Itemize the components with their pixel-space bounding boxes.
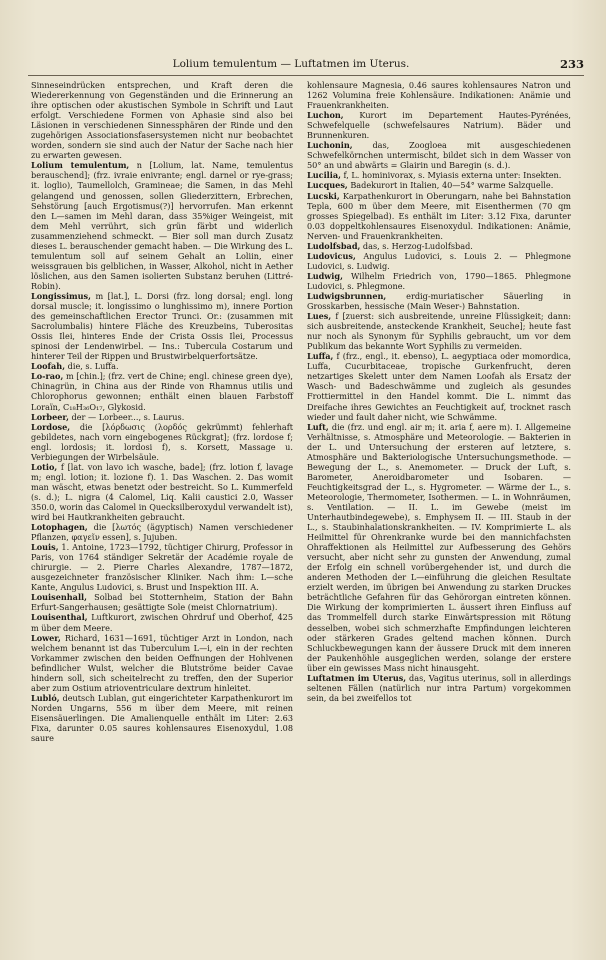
entry-text: Sinneseindrücken entsprechen, und Kraft deren die Wiedererkennung von Gegenständen und die Erinnerung an ihre optischen oder akustischen Symbole in Schrift und Laut erfolgt. Verschiedene Formen von Aphasie sind also bei Läsionen in verschiedenen Sinnessphären der Rinde und den zugehörigen Associationsfasersystemen nicht nur beobachtet worden, sondern sie sind auch der Natur der Sache nach hier zu erwarten gewesen. bbox=[31, 80, 293, 161]
entry-headword: Luffa, bbox=[307, 351, 334, 362]
dictionary-entry bbox=[31, 522, 293, 542]
entry-text: Wilhelm Friedrich von, 1790—1865. Phlegmone Ludovici, s. Phlegmone. bbox=[307, 270, 571, 291]
entry-text: m [lat.], L. Dorsi (frz. long dorsal; engl. long dorsal muscle; it. longissimo o lunghissimo m), innere Portion des gemeinschaftlichen Erector Trunci. Or.: (zusammen mit Sacrolumbalis) hintere Fläche des Kreuzbeins, Tuberositas Ossis Ilei, hinteres Ende der Crista Ossis Ilei, Processus spinosi der Lendenwirbel. — Ins.: Tubercula Costarum und hinterer Teil der Rippen und Brustwirbelquerfortsätze. bbox=[31, 290, 293, 362]
dictionary-entry bbox=[31, 592, 293, 612]
dictionary-entry bbox=[31, 542, 293, 592]
entry-text: Karpathenkurort in Oberungarn, nahe bei Bahnstation Tepla, 600 m über dem Meere, mit Eisenthermen (70 qm grosses Spiegelbad). Es enthält im Liter: 3.12 Fixa, darunter 0.03 doppeltkohlensaures Eisenoxydul. Indikationen: Anämie, Nerven- und Frauenkrankheiten. bbox=[307, 190, 571, 241]
entry-text: f [lat. von lavo ich wasche, bade]; (frz. lotion f, lavage m; engl. lotion; it. lozione f). 1. Das Waschen. 2. Das womit man wäscht, etwas benetzt oder bestreicht. So L. Kummerfeld (s. d.); L. nigra (4 Calomel, Liq. Kalii caustici 2.0, Wasser 350.0, worin das Calomel in Quecksilberoxydul verwandelt ist), wird bei Hautkrankheiten gebraucht. bbox=[31, 461, 293, 523]
entry-text: Luftkurort, zwischen Ohrdruf und Oberhof, 425 m über dem Meere. bbox=[31, 612, 293, 633]
entry-headword: Lordose, bbox=[31, 421, 71, 432]
left-column bbox=[31, 80, 293, 743]
entry-headword: Luft, bbox=[307, 421, 329, 432]
dictionary-entry bbox=[307, 271, 571, 291]
entry-text: Kurort im Departement Hautes-Pyrénées, Schwefelquelle (schwefelsaures Natrium). Bäder und Brunnenkuren. bbox=[307, 110, 571, 141]
entry-headword: Luchon, bbox=[307, 110, 344, 121]
dictionary-entry bbox=[307, 291, 571, 311]
entry-text: die [λόρδωσις (λορδός gekrümmt) fehlerhaft gebildetes, nach vorn eingebogenes Rückgrat]; (frz. lordose f; engl. lordosis; it. lordosi f), s. Korsett, Massage u. Verbiegungen der Wirbelsäule. bbox=[31, 421, 293, 462]
page-number: 233 bbox=[559, 57, 584, 71]
entry-text: 1. Antoine, 1723—1792, tüchtiger Chirurg, Professor in Paris, von 1764 ständiger Sekretär der Académie royale de chirurgie. — 2. Pierre Charles Alexandre, 1787—1872, ausgezeichneter französischer Kliniker. Nach ihm: L—sche Kante, Angulus Ludovici, s. Brust und Inspektion III. A. bbox=[31, 542, 293, 593]
dictionary-entry bbox=[31, 371, 293, 411]
entry-text: erdig-muriatischer Säuerling in Grosskarben, hessische (Main Weser-) Bahnstation. bbox=[307, 290, 571, 312]
entry-headword: Longissimus, bbox=[31, 290, 91, 301]
dictionary-entry bbox=[31, 633, 293, 693]
entry-headword: Loofah, bbox=[31, 361, 66, 372]
entry-text: kohlensaure Magnesia, 0.46 saures kohlensaures Natron und 1262 Volumina freie Kohlensäure. Indikationen: Anämie und Frauenkrankheiten. bbox=[307, 80, 571, 111]
entry-text: Richard, 1631—1691, tüchtiger Arzt in London, nach welchem benannt ist das Tuberculum L—i, ein in der rechten Vorkammer zwischen den beiden Oeffnungen der Hohlvenen befindlicher Wulst, welcher die Blutströme beider Cavae hindern soll, sich scheitelrecht zu treffen, den der Superior aber zum Ostium atrioventriculare dextrum hinleitet. bbox=[31, 632, 293, 693]
dictionary-entry bbox=[31, 412, 293, 422]
running-title: Lolium temulentum — Luftatmen im Uterus. bbox=[172, 58, 410, 70]
entry-text: die (frz. und engl. air m; it. aria f, aere m). I. Allgemeine Verhältnisse, s. Atmosphäre und Meteorologie. — Bakterien in der L. und Untersuchung der ersteren auf letztere, s. Atmosphäre und Bakteriologische Untersuchungsmethode. — Bewegung der L., s. Anemometer. — Druck der Luft, s. Barometer, Aneroidbarometer und Isobaren. — Feuchtigkeitsgrad der L., s. Hygrometer. — Wärme der L., s. Meteorologie, Thermometer, Isothermen. — L. in Wohnräumen, s. Ventilation. — II. L. im Gewebe (meist im Unterhautbindegewebe), s. Emphysem II. — III. Staub in der L., s. Staubinhalationskrankheiten. — IV. Komprimierte L. als Heilmittel für Ohrenkranke wurde bei den mannichfachsten Ohraffektionen als Heilmittel zur Aufbesserung des Gehörs versucht, aber nicht sehr zu gunsten der Anwendung, zumal der Erfolg ein schnell vorübergehender ist, und durch die anderen Methoden der L—einführung die gleichen Resultate erzielt werden, im übrigen bei Anwendung zu starken Druckes beträchtliche Gefahren für das Gehörorgan eintreten können. Die Wirkung der komprimierten L. äussert ihren Einfluss auf das Trommelfell durch starke Einwärtspression mit Rötung desselben, wobei sich schmerzhafte Empfindungen leichteren oder stärkeren Grades geltend machen können. Durch Schluckbewegungen kann der äussere Druck mit dem inneren der Paukenhöhle ausgeglichen werden, solange der erstere über ein gewisses Mass nicht hinausgeht. bbox=[307, 421, 571, 673]
entry-headword: Ludwig, bbox=[307, 270, 343, 281]
entry-text: das, s. Herzog-Ludolfsbad. bbox=[360, 240, 473, 251]
entry-text: Solbad bei Stotternheim, Station der Bahn Erfurt-Sangerhausen; gesättigte Sole (meist Chlornatrium). bbox=[31, 592, 293, 613]
entry-headword: Ludolfsbad, bbox=[307, 240, 361, 251]
dictionary-entry bbox=[307, 170, 571, 180]
entry-text: f [zuerst: sich ausbreitende, unreine Flüssigkeit; dann: sich ausbreitende, ansteckende Krankheit, Seuche]; heute fast nur noch als Synonym für Syphilis gebraucht, um vor dem Publikum das bekannte Wort Syphilis zu vermeiden. bbox=[307, 311, 571, 352]
entry-headword: Louis, bbox=[31, 542, 59, 553]
entry-text: deutsch Lublan, gut eingerichteter Karpathenkurort im Norden Ungarns, 556 m über dem Meere, mit reinen Eisensäuerlingen. Die Amalienquelle enthält im Liter: 2.63 Fixa, darunter 0.05 saures kohlensaures Eisenoxydul, 1.08 saure bbox=[31, 692, 293, 744]
entry-headword: Lubló, bbox=[31, 692, 60, 703]
entry-text: Angulus Ludovici, s. Louis 2. — Phlegmone Ludovici, s. Ludwig. bbox=[307, 250, 571, 271]
entry-text: der — Lorbeer..., s. Laurus. bbox=[68, 411, 185, 422]
dictionary-entry bbox=[31, 693, 293, 743]
dictionary-entry bbox=[31, 80, 293, 160]
entry-text: f (frz., engl., it. ebenso), L. aegyptiaca oder momordica, Luffa, Cucurbitaceae, tropische Gurkenfrucht, deren netzartiges Skelett unter dem Namen Loofah als Ersatz der Wasch- und Badeschwämme und zugleich als gesundes Frottiermittel in den Handel kommt. Die L. nimmt das Dreifache ihres Gewichtes an Feuchtigkeit auf, trocknet rasch wieder und fault daher nicht, wie Schwämme. bbox=[307, 351, 571, 422]
entry-headword: Ludovicus, bbox=[307, 250, 356, 261]
entry-text: die, s. Luffa. bbox=[65, 361, 119, 372]
dictionary-entry bbox=[307, 110, 571, 140]
dictionary-entry bbox=[31, 462, 293, 522]
entry-headword: Lotophagen, bbox=[31, 522, 88, 533]
dictionary-entry bbox=[307, 140, 571, 170]
dictionary-entry bbox=[307, 241, 571, 251]
page-header bbox=[28, 58, 584, 74]
dictionary-entry bbox=[307, 80, 571, 110]
entry-headword: Lues, bbox=[307, 311, 332, 322]
dictionary-entry bbox=[31, 361, 293, 371]
entry-text: m [chin.]; (frz. vert de Chine; engl. chinese green dye), Chinagrün, in China aus der Rinde von Rhamnus utilis und Chlorophorus gewonnen; enthält einen blauen Farbstoff Loraïn, C₁₈H₃₆O₁₇, Glykosid. bbox=[31, 371, 293, 412]
entry-text: Badekurort in Italien, 40—54° warme Salzquelle. bbox=[347, 180, 554, 191]
entry-headword: Lucques, bbox=[307, 180, 348, 191]
entry-headword: Louisenhall, bbox=[31, 592, 87, 603]
dictionary-entry bbox=[307, 311, 571, 351]
dictionary-entry bbox=[307, 180, 571, 190]
entry-text: das, Vagitus uterinus, soll in allerdings seltenen Fällen (natürlich nur intra Partum) vorgekommen sein, da bei zweifellos tot bbox=[307, 672, 571, 703]
entry-headword: Louisenthal, bbox=[31, 612, 88, 623]
dictionary-entry bbox=[307, 191, 571, 241]
entry-headword: Lucilia, bbox=[307, 170, 341, 181]
entry-headword: Lotio, bbox=[31, 461, 58, 472]
header-rule bbox=[28, 75, 584, 76]
dictionary-entry bbox=[31, 422, 293, 462]
entry-headword: Lower, bbox=[31, 632, 61, 643]
dictionary-entry bbox=[307, 422, 571, 673]
entry-headword: Luftatmen im Uterus, bbox=[307, 672, 407, 683]
dictionary-entry bbox=[31, 612, 293, 632]
entry-text: die [λωτός (ägyptisch) Namen verschiedener Pflanzen, φαγεῖν essen], s. Jujuben. bbox=[31, 522, 293, 543]
entry-text: das, Zoogloea mit ausgeschiedenen Schwefelkörnchen untermischt, bildet sich in dem Wasser von 50° an und abwärts = Glairin und Baregin (s. d.). bbox=[307, 140, 571, 171]
entry-headword: Lolium temulentum, bbox=[31, 160, 130, 171]
entry-headword: Lorbeer, bbox=[31, 411, 69, 422]
entry-text: n [Lolium, lat. Name, temulentus berauschend]; (frz. ivraie enivrante; engl. darnel or rye-grass; it. loglio), Taumellolch, Gramineae; die Samen, in das Mehl gelangend und genossen, sollen Gliederzittern, Erbrechen, Sehstörung [auch Ergotismus(?)] hervorrufen. Man erkennt den L—samen im Mehl daran, dass 35%iger Weingeist, mit dem Mehl verrührt, sich grün färbt und widerlich zusammenziehend schmeckt. — Bier soll man durch Zusatz dieses L. berauschender gemacht haben. — Die Wirkung des L. temulentum soll auf seinem Gehalt an Loliin, einer weissgrauen bis gelblichen, in Wasser, Alkohol, nicht in Aether löslichen, aus den Samen isolierten Substanz beruhen (Littré-Robin). bbox=[31, 160, 293, 291]
dictionary-entry bbox=[307, 251, 571, 271]
entry-headword: Lucski, bbox=[307, 190, 340, 201]
entry-headword: Luchonin, bbox=[307, 140, 353, 151]
entry-headword: Lo-rao, bbox=[31, 371, 64, 382]
dictionary-entry bbox=[307, 351, 571, 421]
entry-text: f, L. hominivorax, s. Myiasis externa unter: Insekten. bbox=[340, 170, 562, 181]
right-column bbox=[307, 80, 571, 703]
entry-headword: Ludwigsbrunnen, bbox=[307, 290, 387, 301]
dictionary-entry bbox=[31, 291, 293, 361]
dictionary-entry bbox=[307, 673, 571, 703]
dictionary-entry bbox=[31, 160, 293, 291]
